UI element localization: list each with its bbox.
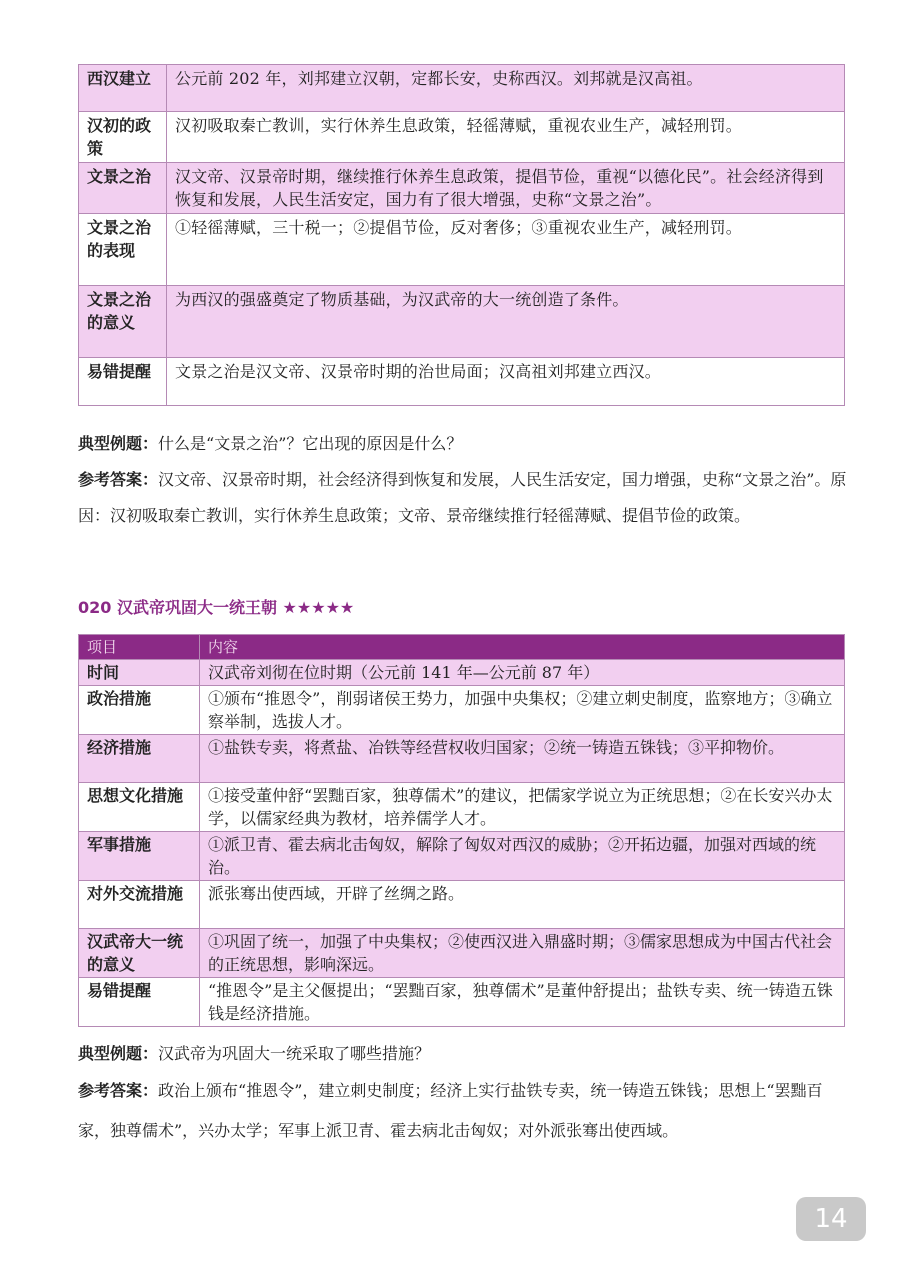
row-content: 文景之治是汉文帝、汉景帝时期的治世局面；汉高祖刘邦建立西汉。 — [167, 358, 845, 406]
column-header-item: 项目 — [79, 635, 200, 660]
example-question-label: 典型例题： — [78, 1044, 159, 1063]
example-answer-label: 参考答案： — [78, 1081, 159, 1100]
row-label: 文景之治 — [79, 163, 167, 214]
table-row — [79, 358, 845, 406]
example-answer-text: 政治上颁布“推恩令”，建立刺史制度；经济上实行盐铁专卖，统一铸造五铢钱；思想上“罢黜百家，独尊儒术”，兴办太学；军事上派卫青、霍去病北击匈奴；对外派张骞出使西域。 — [78, 1081, 823, 1140]
row-label: 文景之治的意义 — [79, 286, 167, 358]
table-western-han — [78, 64, 845, 406]
row-content: 公元前 202 年，刘邦建立汉朝，定都长安，史称西汉。刘邦就是汉高祖。 — [167, 65, 845, 112]
row-content: 汉初吸取秦亡教训，实行休养生息政策，轻徭薄赋，重视农业生产，减轻刑罚。 — [167, 112, 845, 163]
table-row — [79, 214, 845, 286]
table-row — [79, 978, 845, 1027]
table-row — [79, 832, 845, 881]
row-label: 汉武帝大一统的意义 — [79, 929, 200, 978]
row-label: 文景之治的表现 — [79, 214, 167, 286]
row-content: ①接受董仲舒“罢黜百家，独尊儒术”的建议，把儒家学说立为正统思想；②在长安兴办太学，以儒家经典为教材，培养儒学人才。 — [200, 783, 845, 832]
table-row — [79, 929, 845, 978]
row-label: 西汉建立 — [79, 65, 167, 112]
row-label: 思想文化措施 — [79, 783, 200, 832]
row-label: 时间 — [79, 660, 200, 686]
row-label: 对外交流措施 — [79, 881, 200, 929]
example-answer-label: 参考答案： — [78, 470, 159, 489]
section-title: 020 汉武帝巩固大一统王朝 ★★★★★ — [78, 598, 355, 617]
row-label: 政治措施 — [79, 686, 200, 735]
example-question-text: 汉武帝为巩固大一统采取了哪些措施？ — [158, 1044, 431, 1063]
row-label: 军事措施 — [79, 832, 200, 881]
example-question — [78, 1036, 848, 1072]
example-answer-text: 汉文帝、汉景帝时期，社会经济得到恢复和发展，人民生活安定，国力增强，史称“文景之治”。原因：汉初吸取秦亡教训，实行休养生息政策；文帝、景帝继续推行轻徭薄赋、提倡节俭的政策。 — [78, 470, 847, 525]
row-label: 易错提醒 — [79, 978, 200, 1027]
table-row — [79, 686, 845, 735]
row-label: 易错提醒 — [79, 358, 167, 406]
table-emperor-wu — [78, 634, 845, 1027]
example-answer — [78, 462, 848, 534]
example-question-text: 什么是“文景之治”？它出现的原因是什么？ — [158, 434, 463, 453]
table-row — [79, 660, 845, 686]
row-content: 汉文帝、汉景帝时期，继续推行休养生息政策，提倡节俭，重视“以德化民”。社会经济得到恢复和发展，人民生活安定，国力有了很大增强，史称“文景之治”。 — [167, 163, 845, 214]
table-row — [79, 163, 845, 214]
row-label: 汉初的政策 — [79, 112, 167, 163]
page-number-badge: 14 — [796, 1197, 866, 1241]
table-row — [79, 65, 845, 112]
row-label: 经济措施 — [79, 735, 200, 783]
row-content: ①巩固了统一，加强了中央集权；②使西汉进入鼎盛时期；③儒家思想成为中国古代社会的正统思想，影响深远。 — [200, 929, 845, 978]
table-row — [79, 881, 845, 929]
row-content: 为西汉的强盛奠定了物质基础，为汉武帝的大一统创造了条件。 — [167, 286, 845, 358]
row-content: ①轻徭薄赋，三十税一；②提倡节俭，反对奢侈；③重视农业生产，减轻刑罚。 — [167, 214, 845, 286]
row-content: ①盐铁专卖，将煮盐、冶铁等经营权收归国家；②统一铸造五铢钱；③平抑物价。 — [200, 735, 845, 783]
row-content: “推恩令”是主父偃提出；“罢黜百家，独尊儒术”是董仲舒提出；盐铁专卖、统一铸造五铢钱是经济措施。 — [200, 978, 845, 1027]
row-content: ①颁布“推恩令”，削弱诸侯王势力，加强中央集权；②建立刺史制度，监察地方；③确立察举制，选拔人才。 — [200, 686, 845, 735]
row-content: 派张骞出使西域，开辟了丝绸之路。 — [200, 881, 845, 929]
example-question-label: 典型例题： — [78, 434, 159, 453]
example-question — [78, 426, 848, 462]
table-row — [79, 286, 845, 358]
table-header-row — [79, 635, 845, 660]
table-row — [79, 783, 845, 832]
table-row — [79, 735, 845, 783]
example-answer — [78, 1071, 848, 1151]
column-header-content: 内容 — [200, 635, 845, 660]
row-content: 汉武帝刘彻在位时期（公元前 141 年—公元前 87 年） — [200, 660, 845, 686]
table-row — [79, 112, 845, 163]
row-content: ①派卫青、霍去病北击匈奴，解除了匈奴对西汉的威胁；②开拓边疆，加强对西域的统治。 — [200, 832, 845, 881]
